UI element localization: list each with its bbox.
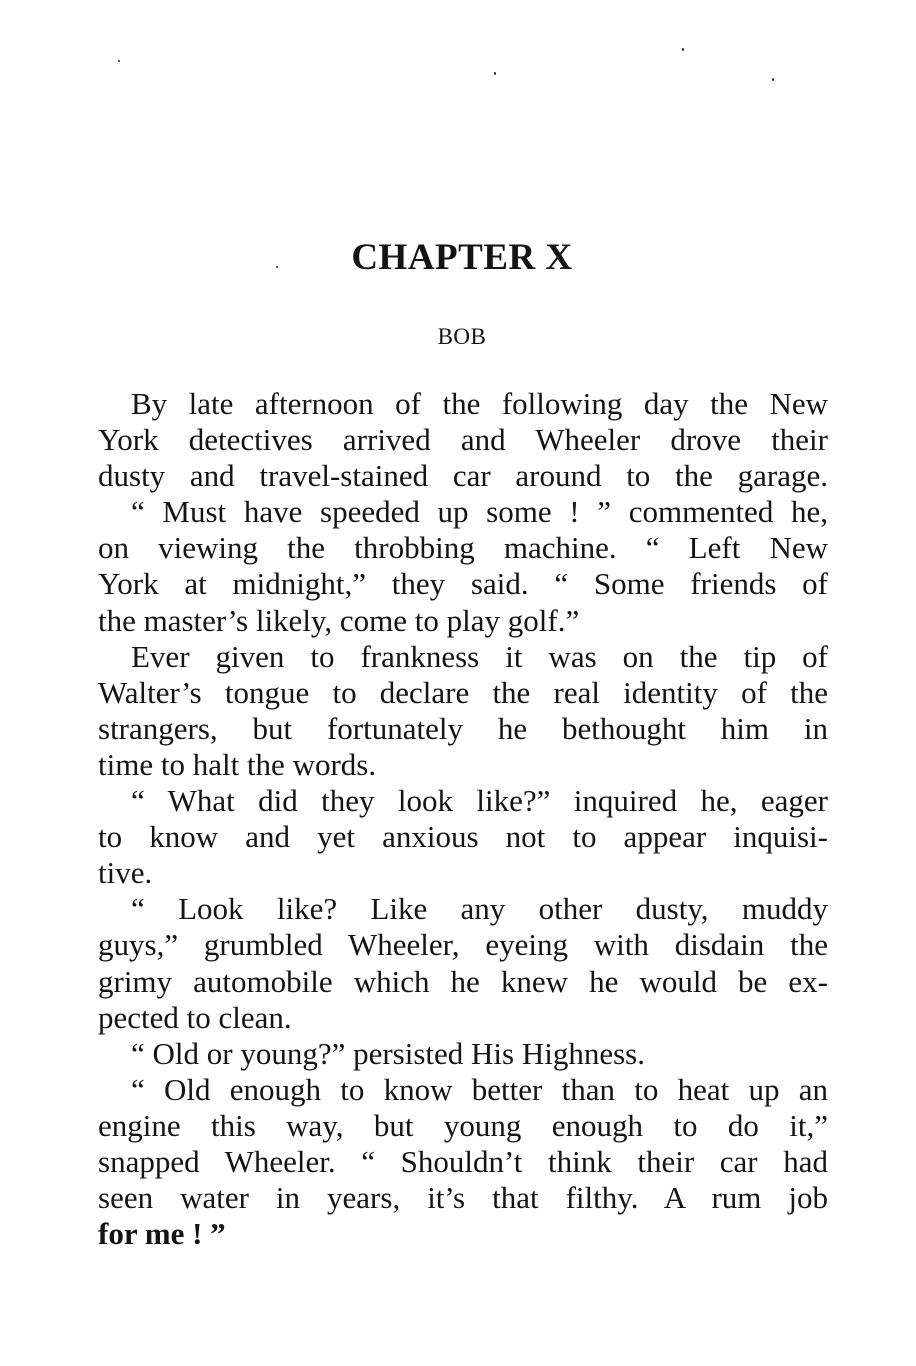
- text-line: seen water in years, it’s that filthy. A rum job: [98, 1180, 828, 1216]
- paragraph: [98, 494, 828, 638]
- print-speck: [118, 60, 120, 62]
- paragraph: [98, 639, 828, 783]
- text-line: tive.: [98, 855, 153, 891]
- text-line: York at midnight,” they said. “ Some friends of: [98, 566, 828, 602]
- text-line: “ Look like? Like any other dusty, muddy: [131, 891, 828, 927]
- text-line: Ever given to frankness it was on the tip of: [131, 638, 828, 674]
- text-line: “ Old or young?” persisted His Highness.: [131, 1035, 645, 1071]
- text-line: grimy automobile which he knew he would be ex-: [98, 963, 828, 999]
- print-speck: [682, 48, 684, 51]
- text-line: York detectives arrived and Wheeler drove their: [98, 422, 828, 458]
- text-line: the master’s likely, come to play golf.”: [98, 602, 580, 638]
- chapter-title: CHAPTER X: [351, 237, 573, 278]
- text-line: dusty and travel-stained car around to the garage.: [98, 458, 828, 494]
- text-line: on viewing the throbbing machine. “ Left New: [98, 530, 828, 566]
- text-line: “ Must have speeded up some ! ” commented he,: [131, 494, 828, 530]
- text-line: time to halt the words.: [98, 746, 377, 782]
- paragraph: [98, 1072, 828, 1252]
- text-line: “ Old enough to know better than to heat up an: [131, 1071, 828, 1107]
- chapter-body: [98, 386, 828, 1252]
- text-line: engine this way, but young enough to do it,”: [98, 1107, 828, 1143]
- text-line: strangers, but fortunately he bethought him in: [98, 710, 828, 746]
- paragraph: [98, 783, 828, 891]
- text-line: pected to clean.: [98, 999, 292, 1035]
- paragraph: [98, 891, 828, 1035]
- print-speck: [772, 78, 774, 81]
- chapter-subtitle: BOB: [437, 324, 487, 349]
- text-line: snapped Wheeler. “ Shouldn’t think their car had: [98, 1143, 828, 1179]
- paragraph: [98, 1036, 828, 1072]
- text-line: guys,” grumbled Wheeler, eyeing with disdain the: [98, 927, 828, 963]
- text-line: Walter’s tongue to declare the real identity of the: [98, 674, 828, 710]
- text-line: to know and yet anxious not to appear inquisi-: [98, 819, 828, 855]
- text-line: for me ! ”: [98, 1216, 226, 1252]
- text-line: By late afternoon of the following day the New: [131, 386, 828, 421]
- print-speck: [494, 72, 496, 75]
- text-line: “ What did they look like?” inquired he, eager: [131, 783, 828, 819]
- paragraph: [98, 386, 828, 494]
